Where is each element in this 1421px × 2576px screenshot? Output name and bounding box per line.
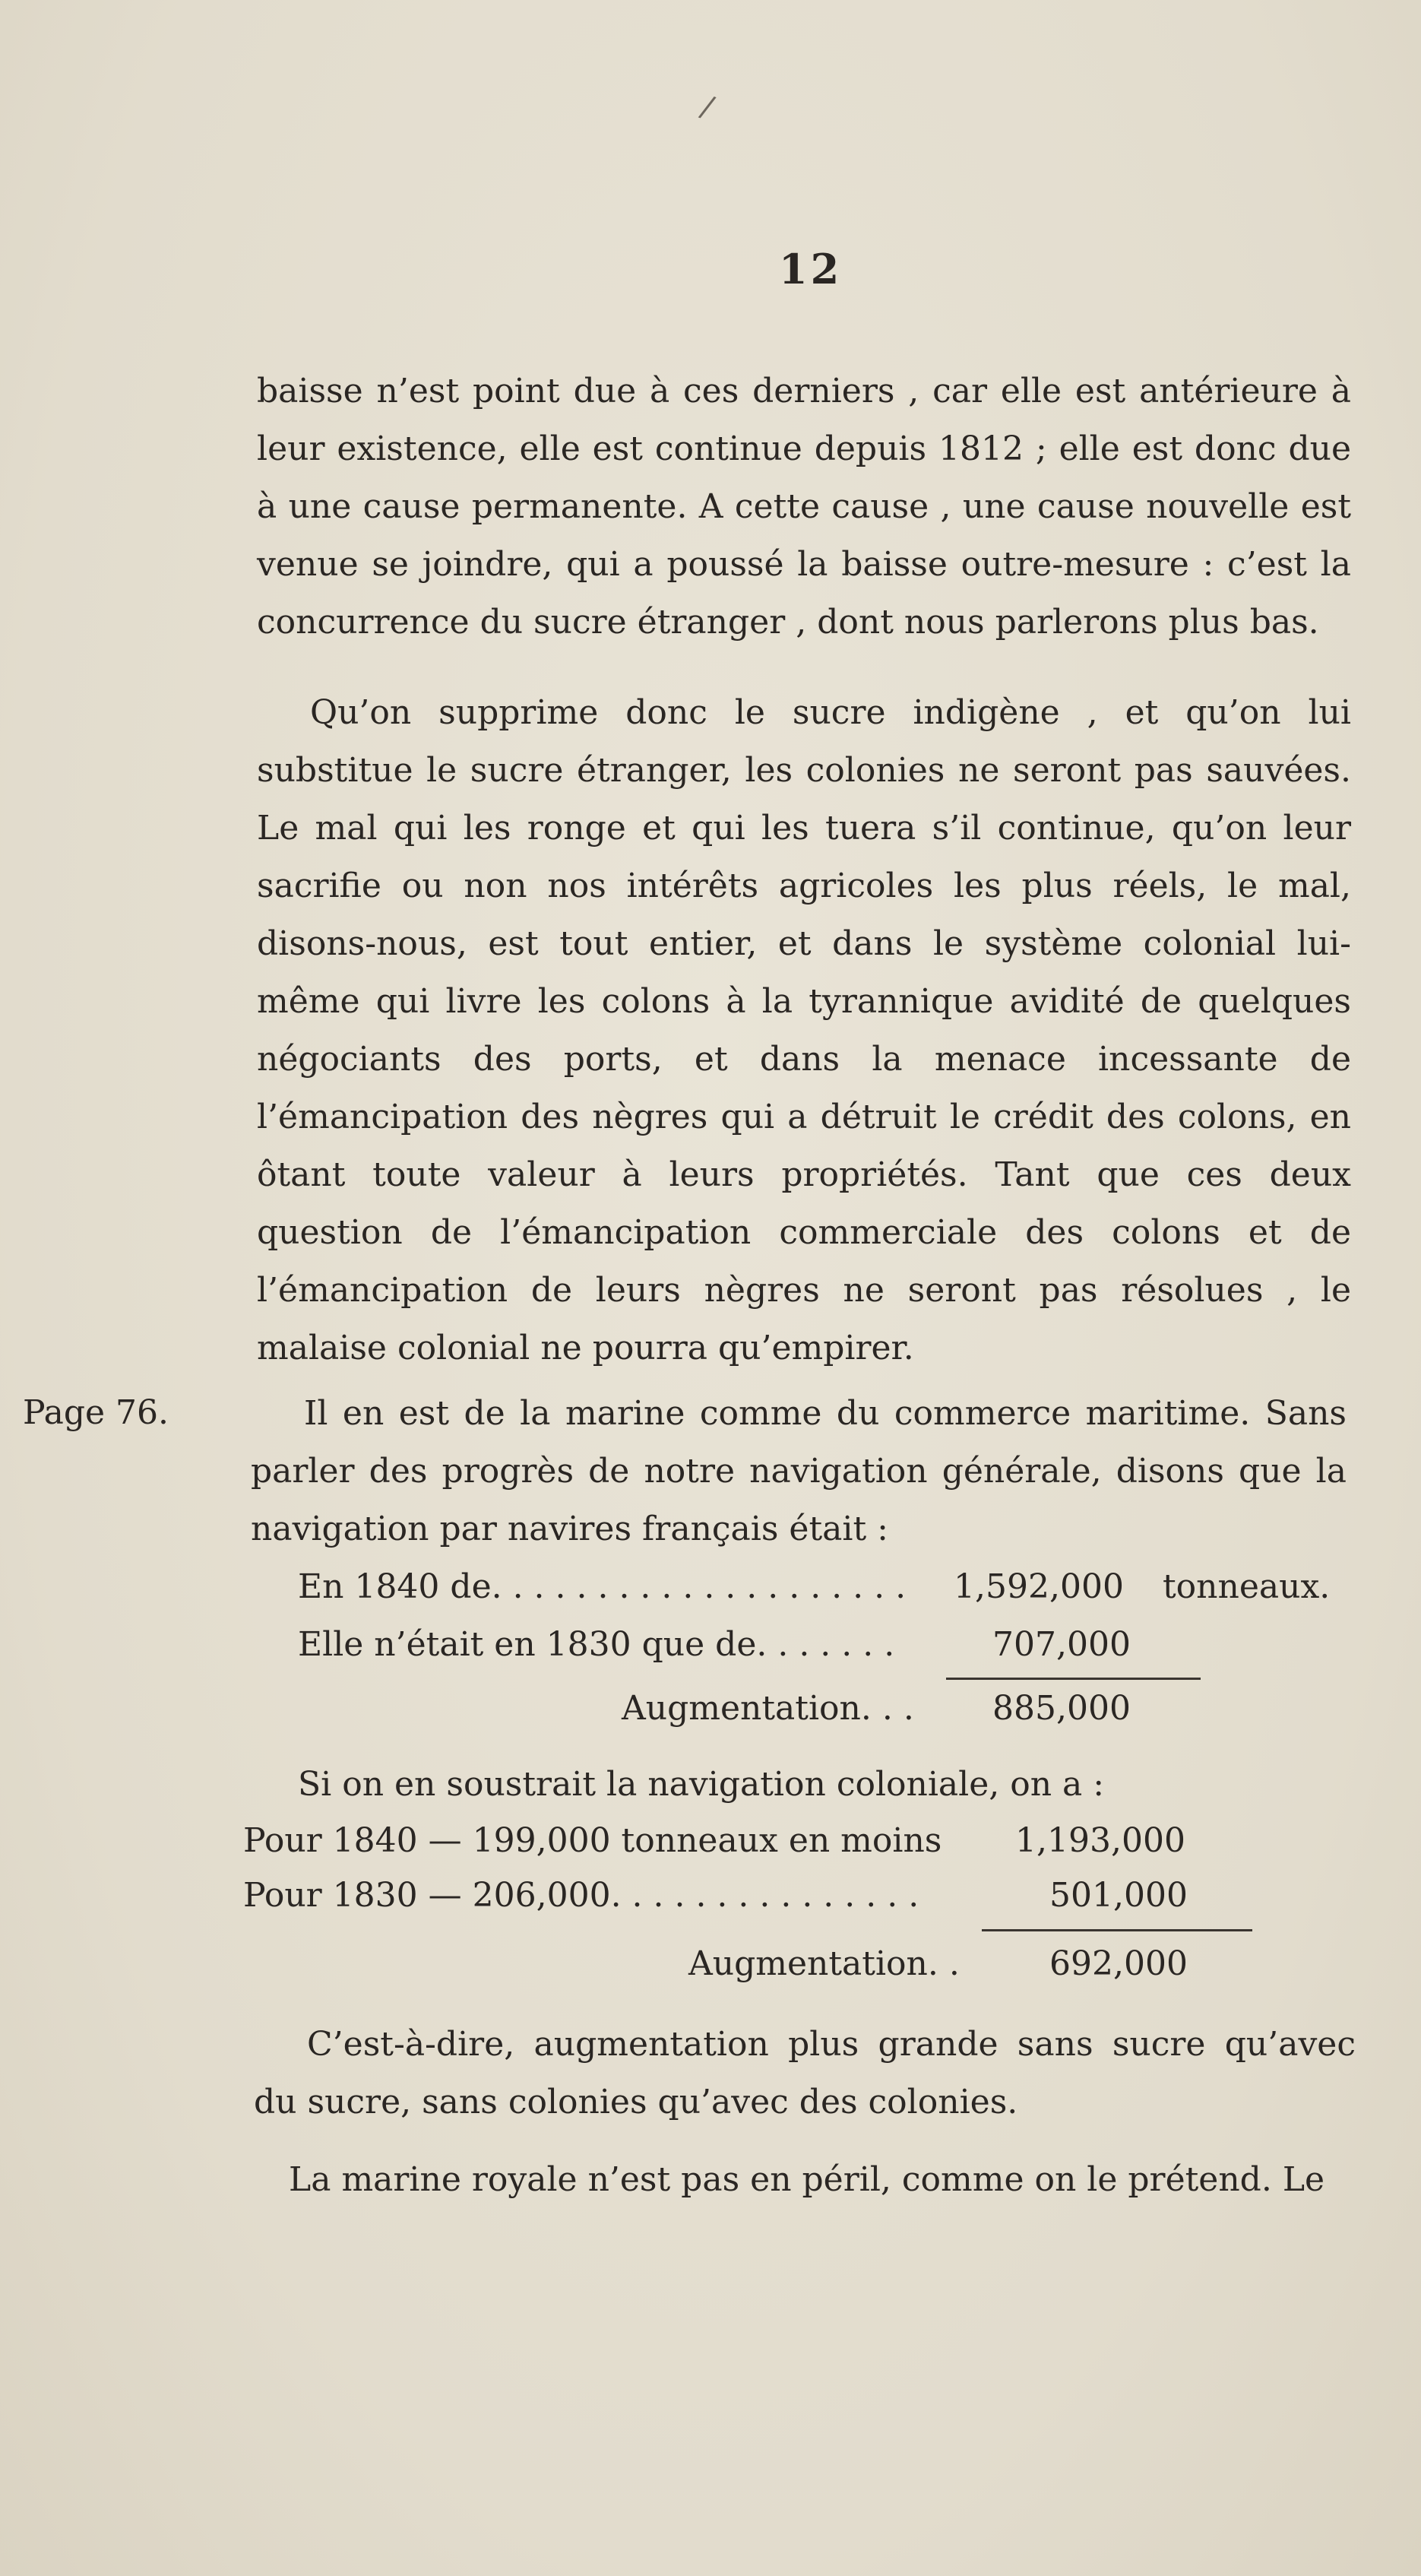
table1-total-value: 885,000 bbox=[992, 1689, 1131, 1728]
table2-intro: Si on en soustrait la navigation coloniale, on a : bbox=[298, 1765, 1105, 1804]
table1-row1-label: En 1840 de. . . . . . . . . . . . . . . . . . . . bbox=[298, 1567, 907, 1606]
paragraph-4 bbox=[254, 2016, 1356, 2131]
table2-row1-value: 1,193,000 bbox=[1015, 1821, 1185, 1860]
table2-row1-label: Pour 1840 — 199,000 tonneaux en moins bbox=[243, 1821, 942, 1860]
table1-total-label: Augmentation. . . bbox=[622, 1689, 914, 1728]
paragraph-2-text: Qu’on supprime donc le sucre indigène , et qu’on lui substitue le sucre étranger, les colonies ne seront pas sauvées. Le mal qui les ronge et qui les tuera s’il continue, qu’on leur sacrifie ou non nos intérêts agricoles les plus réels, le mal, disons-nous, est tout entier, et dans le système colonial lui-même qui livre les colons à la tyrannique avidité de quelques négociants des ports, et dans la menace incessante de l’émancipation des nègres qui a détruit le crédit des colons, en ôtant toute valeur à leurs propriétés. Tant que ces deux question de l’émancipation commerciale des colons et de l’émancipation de leurs nègres ne seront pas résolues , le malaise colonial ne pourra qu’empirer. bbox=[257, 693, 1351, 1367]
table1-row1-value: 1,592,000 bbox=[954, 1567, 1124, 1606]
table2-row2-value: 501,000 bbox=[1049, 1876, 1188, 1915]
table2-sum-rule bbox=[982, 1929, 1252, 1931]
paragraph-5 bbox=[289, 2151, 1353, 2209]
paragraph-2 bbox=[257, 684, 1351, 1377]
table2-total-value: 692,000 bbox=[1049, 1944, 1188, 1983]
paragraph-4-text: C’est-à-dire, augmentation plus grande sans sucre qu’avec du sucre, sans colonies qu’avec des colonies. bbox=[254, 2025, 1356, 2121]
margin-note: Page 76. bbox=[23, 1393, 169, 1432]
table1-row1-unit: tonneaux. bbox=[1163, 1567, 1331, 1606]
page-number: 12 bbox=[779, 245, 843, 293]
paragraph-1-text: baisse n’est point due à ces derniers , car elle est antérieure à leur existence, elle est continue depuis 1812 ; elle est donc due à une cause permanente. A cette cause , une cause nouvelle est venue se joindre, qui a poussé la baisse outre-mesure : c’est la concurrence du sucre étranger , dont nous parlerons plus bas. bbox=[257, 372, 1351, 642]
paragraph-3-text: Il en est de la marine comme du commerce maritime. Sans parler des progrès de notre navigation générale, disons que la navigation par navires français était : bbox=[251, 1394, 1347, 1548]
table2-row2-label: Pour 1830 — 206,000. . . . . . . . . . . . . . . bbox=[243, 1876, 919, 1915]
paragraph-5-text: La marine royale n’est pas en péril, comme on le prétend. Le bbox=[289, 2160, 1325, 2199]
paragraph-3 bbox=[251, 1385, 1347, 1558]
table1-row2-label: Elle n’était en 1830 que de. . . . . . . bbox=[298, 1625, 895, 1664]
paragraph-1 bbox=[257, 363, 1351, 651]
table2-total-label: Augmentation. . bbox=[688, 1944, 960, 1983]
table1-row2-value: 707,000 bbox=[992, 1625, 1131, 1664]
stray-ink-mark: / bbox=[696, 89, 718, 125]
